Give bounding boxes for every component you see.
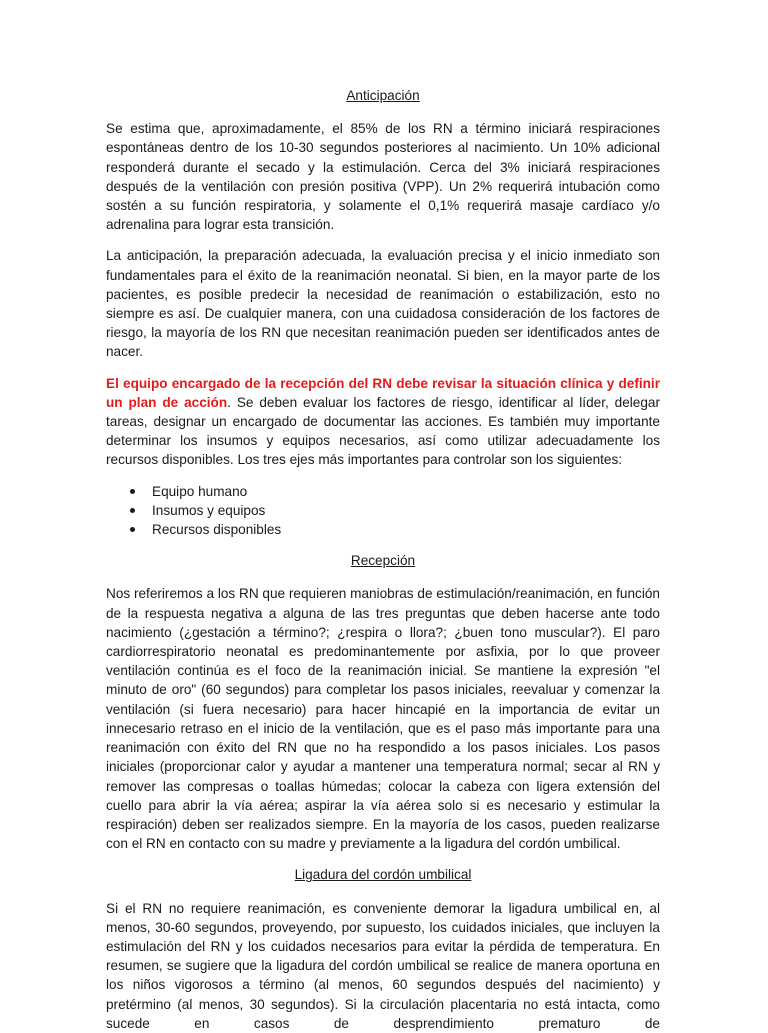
paragraph-recepcion-1: Nos referiremos a los RN que requieren maniobras de estimulación/reanimación, en función de la respuesta negativa a alguna de las tres preguntas que deben hacerse ante todo nacimiento (¿gestación a término?; ¿respira o llora?; ¿buen tono muscular?). El paro cardiorrespiratorio neonatal es predominantemente por asfixia, por lo que proveer ventilación continúa es el foco de la reanimación inicial. Se mantiene la expresión "el minuto de oro" (60 segundos) para completar los pasos iniciales, reevaluar y comenzar la ventilación (si fuera necesario) para hacer hincapié en la importancia de evitar un innecesario retraso en el inicio de la ventilación, que es el paso más importante para una reanimación con éxito del RN que no ha respondido a los pasos iniciales. Los pasos iniciales (proporcionar calor y ayudar a mantener una temperatura normal; secar al RN y remover las compresas o toallas húmedas; colocar la cabeza con ligera extensión del cuello para abrir la vía aérea; aspirar la vía aérea solo si es necesario y estimular la respiración) deben ser realizados siempre. En la mayoría de los casos, pueden realizarse con el RN en contacto con su madre y previamente a la ligadura del cordón umbilical.	[106, 586, 660, 852]
list-item: Equipo humano	[128, 482, 660, 501]
section-ligadura	[106, 865, 660, 1033]
list-item: Insumos y equipos	[128, 501, 660, 520]
heading-anticipacion: Anticipación	[346, 88, 420, 103]
paragraph-ligadura-1: Si el RN no requiere reanimación, es conveniente demorar la ligadura umbilical en, al menos, 30-60 segundos, proveyendo, por supuesto, los cuidados iniciales, que incluyen la estimulación del RN y los cuidados necesarios para evitar la pérdida de temperatura. En resumen, se sugiere que la ligadura del cordón umbilical se realice de manera oportuna en los niños vigorosos a término (al menos, 60 segundos después del nacimiento) y pretérmino (al menos, 30 segundos). Si la circulación placentaria no está intacta, como sucede en casos de desprendimiento prematuro de	[106, 900, 660, 1031]
list-item: Recursos disponibles	[128, 520, 660, 539]
paragraph-anticipacion-2: La anticipación, la preparación adecuada, la evaluación precisa y el inicio inmediato son fundamentales para el éxito de la reanimación neonatal. Si bien, en la mayor parte de los pacientes, es posible predecir la necesidad de reanimación o estabilización, esto no siempre es así. De cualquier manera, con una cuidadosa consideración de los factores de riesgo, la mayoría de los RN que necesitan reanimación pueden ser identificados antes de nacer.	[106, 248, 660, 360]
heading-recepcion: Recepción	[350, 553, 416, 569]
section-recepcion	[106, 551, 660, 853]
paragraph-anticipacion-3	[106, 374, 660, 470]
heading-ligadura: Ligadura del cordón umbilical	[294, 867, 472, 883]
section-anticipacion	[106, 86, 660, 539]
paragraph-text: . Se deben evaluar los factores de riesgo, identificar al líder, delegar tareas, designar un encargado de documentar las acciones. Es también muy importante determinar los insumos y equipos necesarios, así como utilizar adecuadamente los recursos disponibles. Los tres ejes más importantes para controlar son los siguientes:	[106, 394, 660, 468]
bullet-list	[106, 482, 660, 540]
paragraph-anticipacion-1: Se estima que, aproximadamente, el 85% de los RN a término iniciará respiraciones espontáneas dentro de los 10-30 segundos posteriores al nacimiento. Un 10% adicional responderá durante el secado y la estimulación. Cerca del 3% iniciará respiraciones después de la ventilación con presión positiva (VPP). Un 2% requerirá intubación como sostén a su función respiratoria, y solamente el 0,1% requerirá masaje cardíaco y/o adrenalina para lograr esta transición.	[106, 121, 660, 233]
highlighted-text: El equipo encargado de la recepción del RN debe revisar la situación clínica y definir un plan de acción	[106, 375, 660, 410]
